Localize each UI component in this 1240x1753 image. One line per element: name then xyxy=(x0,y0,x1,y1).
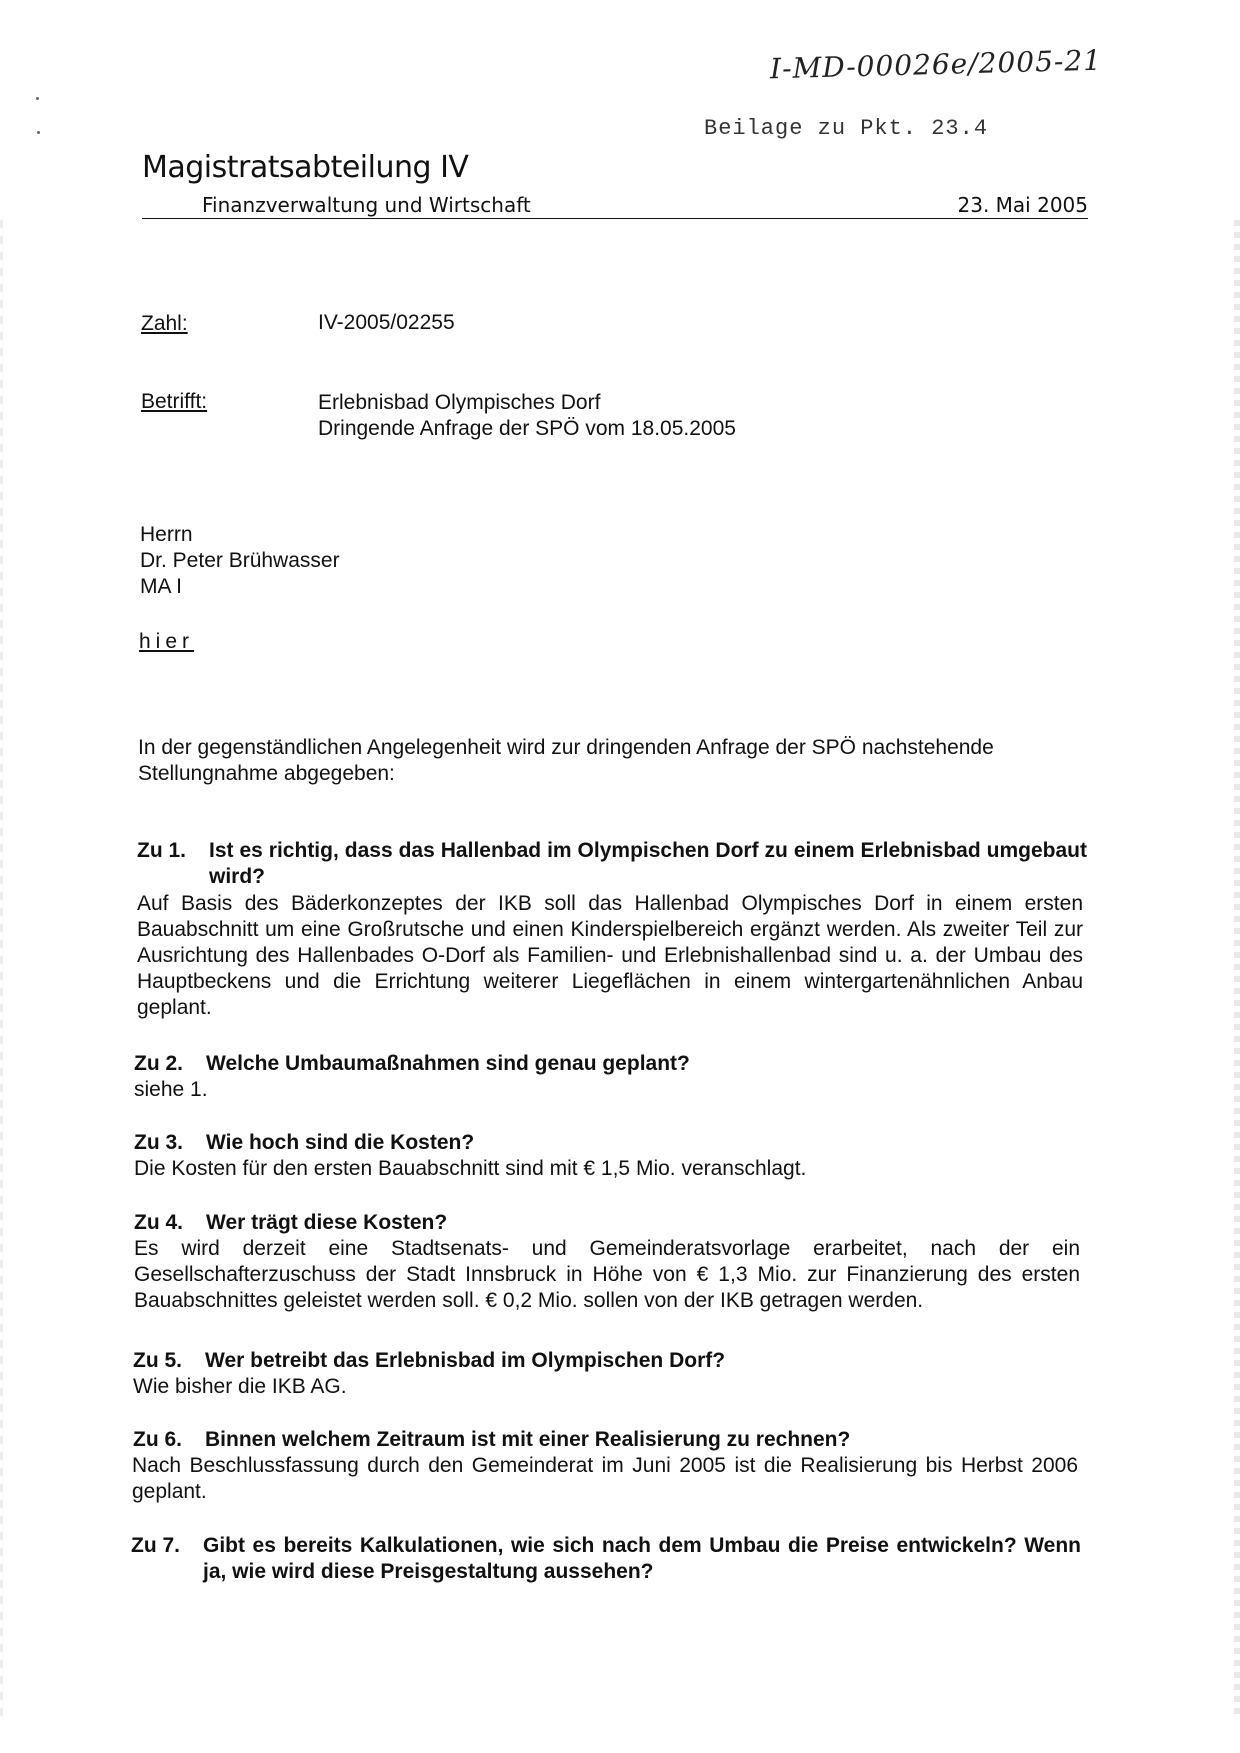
question-1 xyxy=(137,838,1087,890)
question-text: Ist es richtig, dass das Hallenbad im Olympischen Dorf zu einem Erlebnisbad umgebaut wird? xyxy=(209,839,1087,888)
scan-edge-right xyxy=(1234,220,1240,1720)
question-5 xyxy=(133,1348,1083,1374)
question-number: Zu 6. xyxy=(133,1428,183,1451)
scan-speck xyxy=(37,131,40,134)
subdepartment: Finanzverwaltung und Wirtschaft xyxy=(202,193,531,217)
question-number: Zu 1. xyxy=(137,839,187,862)
answer-2: siehe 1. xyxy=(134,1078,208,1101)
question-text: Welche Umbaumaßnahmen sind genau geplant? xyxy=(206,1052,690,1075)
question-2 xyxy=(134,1051,1084,1077)
answer-3: Die Kosten für den ersten Bauabschnitt sind mit € 1,5 Mio. veranschlagt. xyxy=(134,1157,807,1180)
question-3 xyxy=(134,1130,1084,1156)
header-rule xyxy=(142,218,1088,219)
intro-paragraph: In der gegenständlichen Angelegenheit wird zur dringenden Anfrage der SPÖ nachstehende Stellungnahme abgegeben: xyxy=(138,736,994,785)
address-line-2: Dr. Peter Brühwasser xyxy=(140,549,340,572)
betrifft-line-1: Erlebnisbad Olympisches Dorf xyxy=(318,391,601,414)
answer-4: Es wird derzeit eine Stadtsenats- und Gemeinderatsvorlage erarbeitet, nach der ein Gesellschafterzuschuss der Stadt Innsbruck in Höhe von € 1,3 Mio. zur Finanzierung des ersten Bauabschnittes geleistet werden soll. € 0,2 Mio. sollen von der IKB getragen werden. xyxy=(134,1237,1080,1312)
question-4 xyxy=(134,1210,1084,1236)
address-line-3: MA I xyxy=(140,575,183,598)
hier-note: hier xyxy=(139,630,195,653)
attachment-stamp: Beilage zu Pkt. 23.4 xyxy=(704,116,989,141)
question-6 xyxy=(133,1427,1083,1453)
question-text: Wer betreibt das Erlebnisbad im Olympischen Dorf? xyxy=(205,1349,726,1372)
question-text: Wer trägt diese Kosten? xyxy=(206,1211,448,1234)
question-number: Zu 5. xyxy=(133,1349,183,1372)
letter-date: 23. Mai 2005 xyxy=(957,193,1088,217)
betrifft-line-2: Dringende Anfrage der SPÖ vom 18.05.2005 xyxy=(318,417,736,440)
betrifft-label: Betrifft: xyxy=(141,390,208,413)
question-7 xyxy=(131,1533,1081,1585)
question-text: Gibt es bereits Kalkulationen, wie sich nach dem Umbau die Preise entwickeln? Wenn ja, wie wird diese Preisgestaltung aussehen? xyxy=(203,1534,1081,1583)
answer-6: Nach Beschlussfassung durch den Gemeinderat im Juni 2005 ist die Realisierung bis Herbst 2006 geplant. xyxy=(132,1454,1078,1503)
question-text: Wie hoch sind die Kosten? xyxy=(206,1131,475,1154)
handwritten-reference: I-MD-00026e/2005-21 xyxy=(769,43,1103,86)
scan-speck xyxy=(36,97,39,100)
question-number: Zu 3. xyxy=(134,1131,184,1154)
answer-5: Wie bisher die IKB AG. xyxy=(133,1375,347,1398)
question-number: Zu 2. xyxy=(134,1052,184,1075)
question-text: Binnen welchem Zeitraum ist mit einer Realisierung zu rechnen? xyxy=(205,1428,851,1451)
question-number: Zu 7. xyxy=(131,1534,181,1557)
question-number: Zu 4. xyxy=(134,1211,184,1234)
zahl-label: Zahl: xyxy=(141,312,188,335)
address-line-1: Herrn xyxy=(140,523,193,546)
answer-1: Auf Basis des Bäderkonzeptes der IKB soll das Hallenbad Olympisches Dorf in einem ersten Bauabschnitt um eine Großrutsche und einen Kinderspielbereich ergänzt werden. Als zweiter Teil zur Ausrichtung des Hallenbades O-Dorf als Familien- und Erlebnishallenbad sind u. a. der Umbau des Hauptbeckens und die Errichtung weiterer Liegeflächen in einem wintergartenähnlichen Anbau geplant. xyxy=(137,892,1083,1019)
scan-edge-left xyxy=(0,220,3,1720)
department-title: Magistratsabteilung IV xyxy=(142,150,469,185)
zahl-value: IV-2005/02255 xyxy=(318,311,455,334)
